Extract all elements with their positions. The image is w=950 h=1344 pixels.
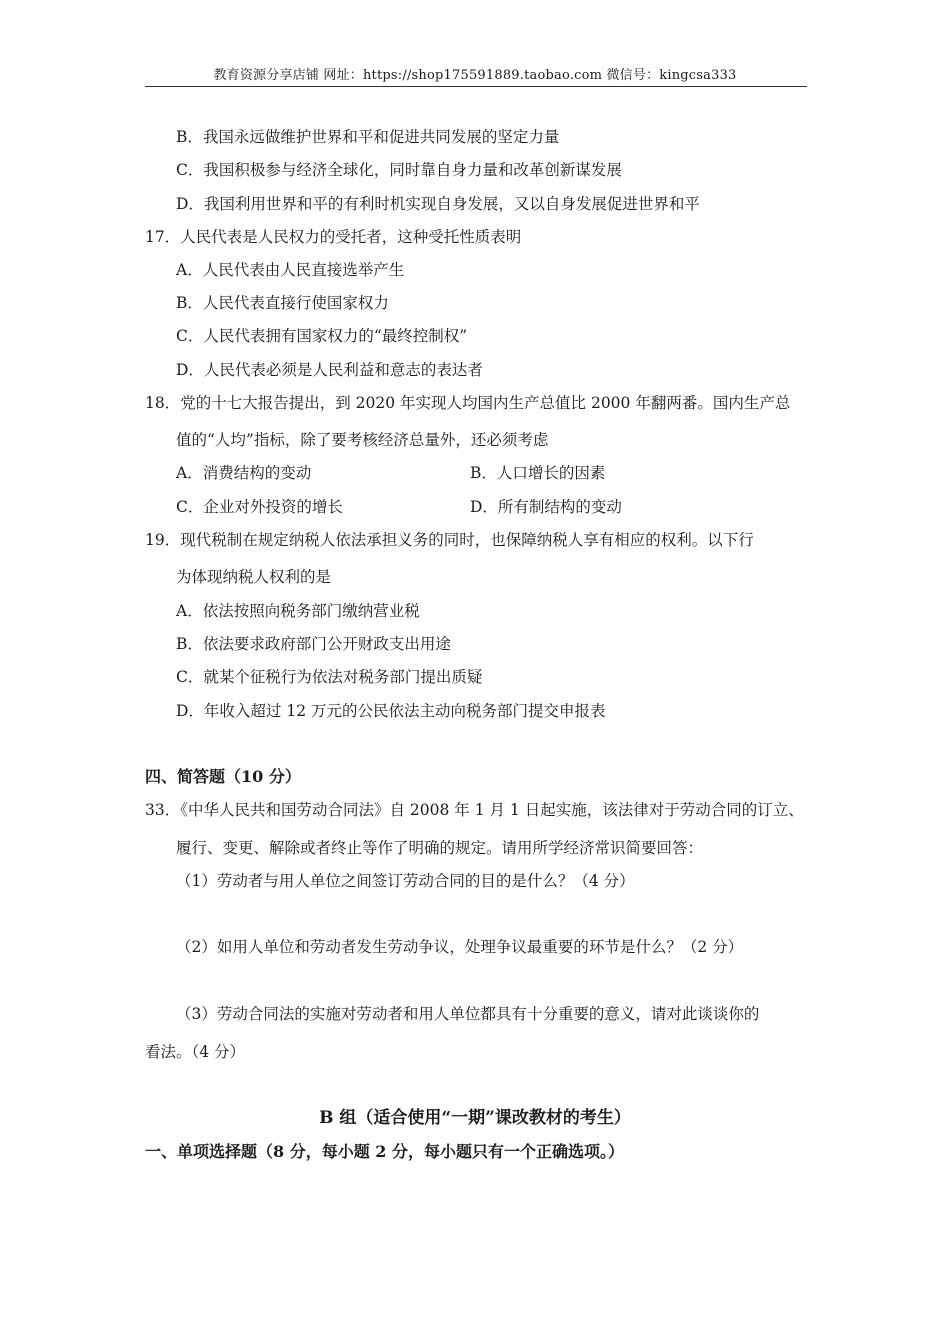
q33-stem-line1: 33．《中华人民共和国劳动合同法》自 2008 年 1 月 1 日起实施，该法律对于劳动合同的订立、	[145, 801, 804, 819]
q16-option-d: D．我国利用世界和平的有利时机实现自身发展，又以自身发展促进世界和平	[176, 195, 700, 213]
q19-option-b: B．依法要求政府部门公开财政支出用途	[176, 635, 451, 653]
group-b-title: B 组（适合使用“一期”课改教材的考生）	[319, 1108, 631, 1128]
q18-stem-line2: 值的“人均”指标，除了要考核经济总量外，还必须考虑	[176, 431, 549, 449]
q17-option-a: A．人民代表由人民直接选举产生	[176, 261, 405, 279]
q33-sub-question-1: （1）劳动者与用人单位之间签订劳动合同的目的是什么？（4 分）	[176, 872, 635, 890]
q18-option-b: B．人口增长的因素	[470, 464, 606, 482]
q16-option-c: C．我国积极参与经济全球化，同时靠自身力量和改革创新谋发展	[176, 161, 622, 179]
q19-stem-line2: 为体现纳税人权利的是	[176, 568, 332, 586]
q17-option-d: D．人民代表必须是人民利益和意志的表达者	[176, 361, 483, 379]
q17-option-b: B．人民代表直接行使国家权力	[176, 294, 389, 312]
q33-sub-question-3-line2: 看法。（4 分）	[145, 1043, 246, 1061]
q19-stem-line1: 19．现代税制在规定纳税人依法承担义务的同时，也保障纳税人享有相应的权利。以下行	[145, 531, 754, 549]
q18-option-a: A．消费结构的变动	[176, 464, 312, 482]
q16-option-b: B．我国永远做维护世界和平和促进共同发展的坚定力量	[176, 128, 560, 146]
q18-option-c: C．企业对外投资的增长	[176, 498, 343, 516]
q17-stem: 17．人民代表是人民权力的受托者，这种受托性质表明	[145, 228, 522, 246]
q33-stem-line2: 履行、变更、解除或者终止等作了明确的规定。请用所学经济常识简要回答：	[176, 839, 704, 857]
q19-option-a: A．依法按照向税务部门缴纳营业税	[176, 602, 420, 620]
q18-stem-line1: 18．党的十七大报告提出，到 2020 年实现人均国内生产总值比 2000 年翻两番。国内生产总	[145, 394, 791, 412]
q33-sub-question-3-line1: （3）劳动合同法的实施对劳动者和用人单位都具有十分重要的意义，请对此谈谈你的	[176, 1005, 760, 1023]
group-b-section-1-title: 一、单项选择题（8 分，每小题 2 分，每小题只有一个正确选项。）	[145, 1142, 624, 1161]
q17-option-c: C．人民代表拥有国家权力的“最终控制权”	[176, 327, 468, 345]
q33-sub-question-2: （2）如用人单位和劳动者发生劳动争议，处理争议最重要的环节是什么？（2 分）	[176, 938, 744, 956]
q19-option-d: D．年收入超过 12 万元的公民依法主动向税务部门提交申报表	[176, 702, 606, 720]
section-4-title: 四、简答题（10 分）	[145, 767, 301, 786]
page-header: 教育资源分享店铺 网址：https://shop175591889.taobao.com 微信号：kingcsa333	[213, 68, 737, 83]
q18-option-d: D．所有制结构的变动	[470, 498, 622, 516]
header-divider	[145, 86, 807, 87]
q19-option-c: C．就某个征税行为依法对税务部门提出质疑	[176, 668, 483, 686]
